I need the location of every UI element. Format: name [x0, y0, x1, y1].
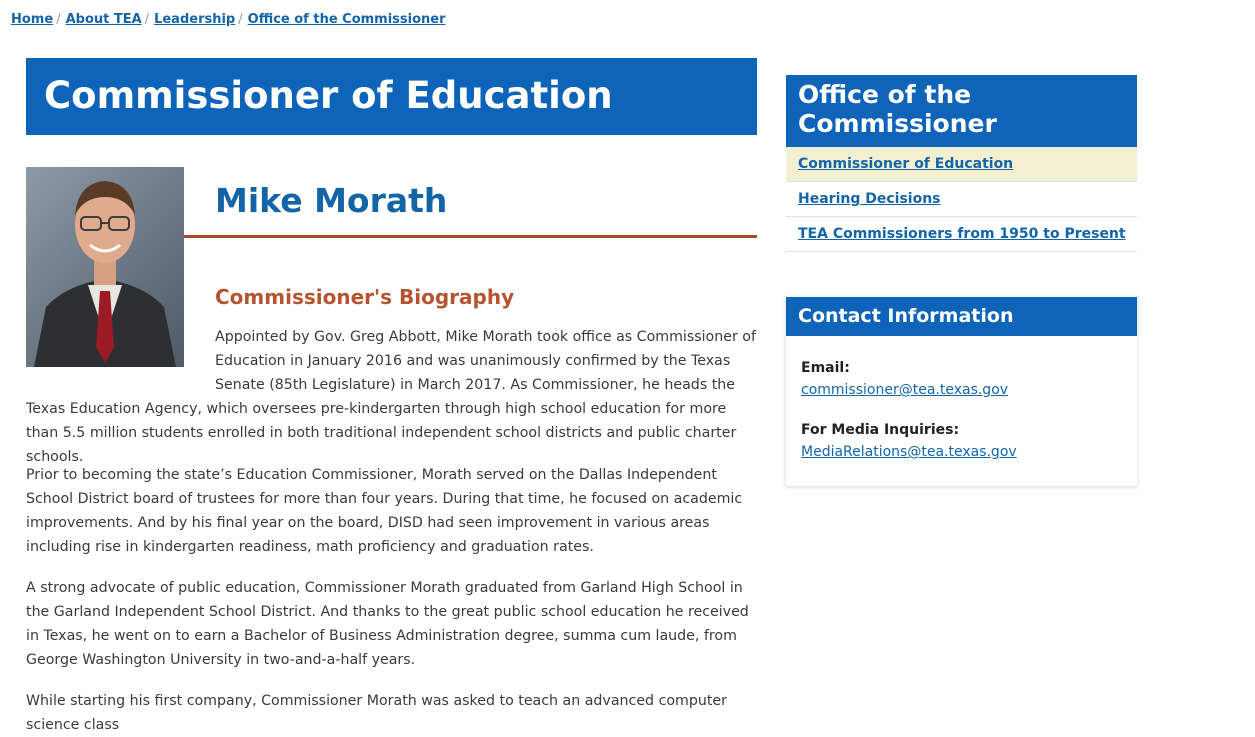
email-label: Email:	[801, 360, 850, 376]
name-heading-row	[184, 167, 757, 238]
media-email-link[interactable]: MediaRelations@tea.texas.gov	[801, 444, 1017, 460]
sidebar-nav-title: Office of the Commissioner	[786, 75, 1137, 147]
biography-paragraph-text: Appointed by Gov. Greg Abbott, Mike Morath took office as Commissioner of Education in January 2016 and was unanimously confirmed by the Texas Senate (85th Legislature) in March 2017. As Commissioner, he heads the Texas Education Agency, which oversees pre-kindergarten through high school education for more than 5.5 million students enrolled in both traditional independent school districts and public charter schools.	[26, 329, 756, 465]
breadcrumb-about-tea-link[interactable]: About TEA	[65, 12, 142, 27]
contact-information-panel	[786, 297, 1137, 486]
sidebar-item-tea-commissioners[interactable]: TEA Commissioners from 1950 to Present	[786, 217, 1137, 252]
biography-paragraph	[26, 325, 757, 469]
biography-heading: Commissioner's Biography	[215, 285, 515, 309]
email-link[interactable]: commissioner@tea.texas.gov	[801, 382, 1009, 398]
sidebar-nav	[786, 75, 1137, 252]
main-content	[26, 58, 757, 733]
sidebar-item-commissioner-of-education[interactable]: Commissioner of Education	[786, 147, 1137, 182]
biography-paragraph: While starting his first company, Commissioner Morath was asked to teach an advanced computer science class	[26, 693, 727, 733]
media-inquiries-label: For Media Inquiries:	[801, 422, 960, 438]
breadcrumb-home-link[interactable]: Home	[11, 12, 54, 27]
breadcrumb-separator: /	[238, 12, 243, 27]
biography-paragraph: A strong advocate of public education, Commissioner Morath graduated from Garland High School in the Garland Independent School District. And thanks to the great public school education he received in Texas, he went on to earn a Bachelor of Business Administration degree, summa cum laude, from George Washington University in two-and-a-half years.	[26, 580, 749, 668]
breadcrumb-separator: /	[56, 12, 61, 27]
person-name: Mike Morath	[215, 181, 448, 220]
biography-paragraph: Prior to becoming the state’s Education Commissioner, Morath served on the Dallas Independent School District board of trustees for more than four years. During that time, he focused on academic improvements. And by his final year on the board, DISD had seen improvement in various areas including rise in kindergarten readiness, math proficiency and graduation rates.	[26, 467, 743, 555]
breadcrumb-separator: /	[144, 12, 150, 27]
sidebar-item-hearing-decisions[interactable]: Hearing Decisions	[786, 182, 1137, 217]
breadcrumb-leadership-link[interactable]: Leadership	[154, 12, 236, 27]
contact-body	[786, 336, 1137, 464]
contact-panel-title: Contact Information	[786, 297, 1137, 336]
page-title-banner: Commissioner of Education	[26, 58, 757, 135]
breadcrumb-office-link[interactable]: Office of the Commissioner	[247, 12, 446, 27]
breadcrumb	[11, 12, 446, 27]
